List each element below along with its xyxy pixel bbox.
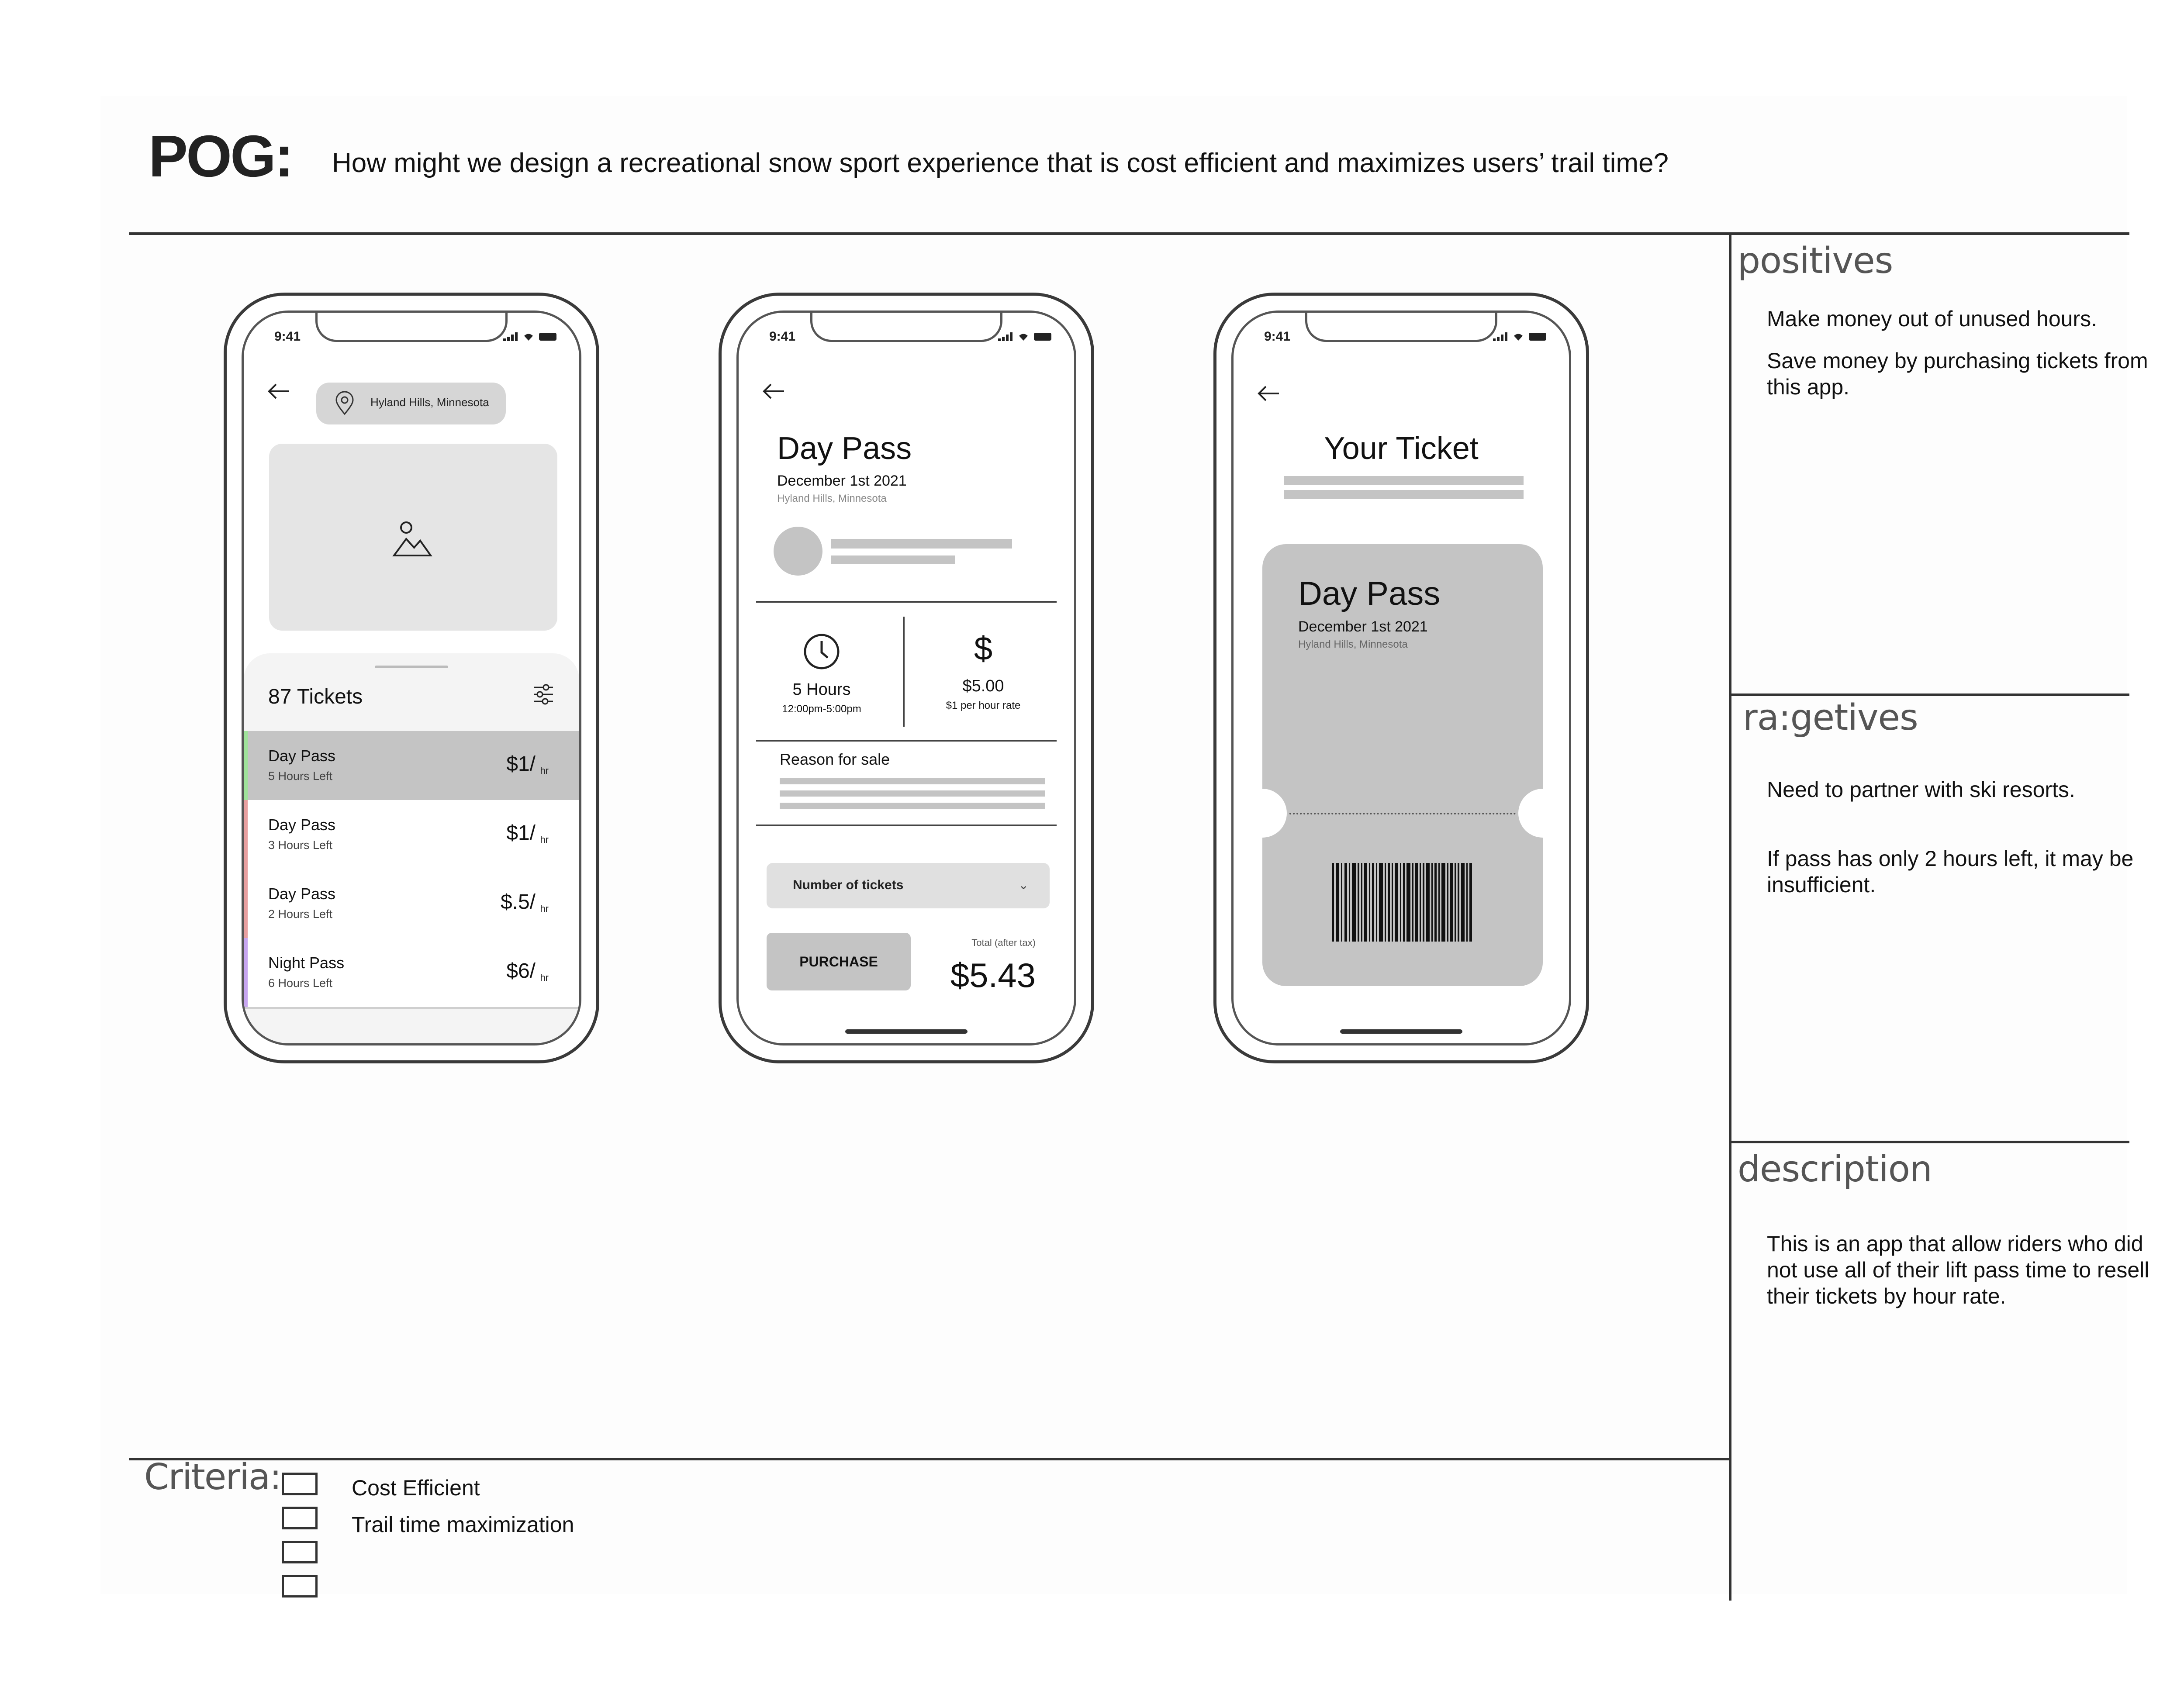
positives-divider: [1729, 694, 2129, 696]
hours-range: 12:00pm-5:00pm: [782, 703, 861, 715]
ticket-date: December 1st 2021: [1298, 618, 1428, 635]
ticket-price: $6/: [506, 959, 536, 983]
ticket-name: Day Pass: [268, 816, 336, 834]
status-icons: [503, 332, 556, 342]
divider: [756, 601, 1057, 603]
chevron-down-icon: ⌄: [1018, 878, 1029, 892]
criteria-checkbox[interactable]: [282, 1473, 318, 1495]
back-arrow-icon[interactable]: [266, 383, 291, 400]
phone-notch: [1305, 311, 1497, 342]
location-pin-icon: [334, 391, 356, 416]
ticket-row[interactable]: [244, 800, 579, 871]
total-value: $5.43: [950, 956, 1036, 994]
number-of-tickets-select[interactable]: [767, 863, 1050, 908]
ticket-price: $.5/: [500, 890, 536, 914]
ticket-price: $1/: [506, 821, 536, 845]
seller-avatar: [774, 527, 822, 576]
ticket-hours-left: 5 Hours Left: [268, 769, 333, 783]
criteria-item: Cost Efficient: [352, 1476, 480, 1500]
positives-item: Save money by purchasing tickets from this app.: [1767, 348, 2148, 399]
hours-label: 5 Hours: [792, 680, 851, 699]
negatives-title: ra:getives: [1743, 697, 1918, 738]
ticket-name: Day Pass: [268, 885, 336, 903]
status-icons: [1493, 332, 1546, 342]
phone-notch: [315, 311, 508, 342]
status-time: 9:41: [1264, 329, 1291, 344]
phone-notch: [810, 311, 1002, 342]
ticket-color-bar: [244, 869, 248, 938]
tickets-count-title: 87 Tickets: [268, 685, 363, 708]
signal-icon: [1493, 332, 1508, 341]
ticket-price-unit: hr: [540, 765, 549, 776]
ticket-color-bar: [244, 731, 248, 800]
location-label: Hyland Hills, Minnesota: [370, 396, 489, 409]
ticket-price-unit: hr: [540, 972, 549, 983]
negatives-item: If pass has only 2 hours left, it may be insufficient.: [1767, 846, 2134, 897]
battery-icon: [1034, 333, 1051, 341]
ticket-price: $1/: [506, 752, 536, 776]
ticket-hours-left: 3 Hours Left: [268, 838, 333, 852]
divider: [903, 617, 905, 727]
phone-mockup-listings: [224, 293, 599, 1063]
ticket-hours-left: 2 Hours Left: [268, 907, 333, 921]
total-label: Total (after tax): [971, 937, 1036, 948]
wifi-icon: [1017, 332, 1030, 342]
phone-mockup-purchase: [719, 293, 1094, 1063]
ticket-price-unit: hr: [540, 903, 549, 914]
status-icons: [998, 332, 1051, 342]
header-divider: [129, 232, 2129, 235]
status-time: 9:41: [274, 329, 301, 344]
seller-info-placeholder: [831, 555, 955, 564]
pass-title: Day Pass: [777, 431, 912, 466]
divider: [756, 825, 1057, 826]
pass-date: December 1st 2021: [777, 473, 907, 489]
purchase-button[interactable]: PURCHASE: [767, 933, 911, 990]
ticket-color-bar: [244, 800, 248, 869]
reason-text-placeholder: [780, 778, 1045, 784]
your-ticket-title: Your Ticket: [1324, 431, 1479, 466]
ticket-row[interactable]: [244, 938, 579, 1009]
positives-title: positives: [1738, 240, 1893, 282]
reason-text-placeholder: [780, 790, 1045, 797]
signal-icon: [998, 332, 1013, 341]
reason-text-placeholder: [780, 803, 1045, 809]
ticket-name: Day Pass: [268, 747, 336, 765]
phone-screen: [1231, 311, 1571, 1045]
pog-label: POG:: [149, 123, 293, 189]
location-chip[interactable]: [316, 383, 506, 424]
home-indicator: [845, 1029, 968, 1034]
pass-location: Hyland Hills, Minnesota: [777, 493, 887, 504]
barcode-icon: [1332, 863, 1472, 942]
ticket-location: Hyland Hills, Minnesota: [1298, 638, 1408, 650]
battery-icon: [1529, 333, 1546, 341]
signal-icon: [503, 332, 518, 341]
status-time: 9:41: [769, 329, 796, 344]
ticket-row[interactable]: [244, 731, 579, 802]
ticket-title: Day Pass: [1298, 575, 1441, 612]
image-icon: [391, 517, 433, 559]
select-label: Number of tickets: [793, 878, 904, 892]
dollar-icon: $: [974, 630, 993, 667]
ticket-hours-left: 6 Hours Left: [268, 976, 333, 990]
problem-question: How might we design a recreational snow sport experience that is cost efficient and maximizes users’ trail time?: [332, 148, 1669, 178]
price-rate: $1 per hour rate: [946, 700, 1021, 711]
image-placeholder: [269, 444, 557, 631]
wifi-icon: [522, 332, 535, 342]
phone-screen: [736, 311, 1076, 1045]
sheet-grabber[interactable]: [375, 666, 448, 668]
tickets-sheet: [244, 653, 579, 1043]
criteria-checkbox[interactable]: [282, 1575, 318, 1597]
ticket-cutout: [1518, 789, 1567, 838]
phone-mockup-ticket: [1213, 293, 1589, 1063]
ticket-info-placeholder: [1284, 476, 1524, 485]
description-title: description: [1738, 1149, 1932, 1190]
battery-icon: [539, 333, 556, 341]
side-panel-divider: [1729, 234, 1731, 1601]
clock-icon: [802, 632, 841, 671]
criteria-label: Criteria:: [144, 1456, 281, 1498]
ticket-info-placeholder: [1284, 490, 1524, 499]
ticket-color-bar: [244, 938, 248, 1007]
price-label: $5.00: [962, 677, 1004, 695]
description-text: This is an app that allow riders who did not use all of their lift pass time to resell their tickets by hour rate.: [1767, 1232, 2149, 1308]
back-arrow-icon[interactable]: [761, 383, 786, 400]
criteria-divider: [129, 1458, 1731, 1460]
ticket-row[interactable]: [244, 869, 579, 940]
criteria-checkbox[interactable]: [282, 1541, 318, 1563]
ticket-perforation: [1289, 813, 1516, 814]
criteria-item: Trail time maximization: [352, 1512, 574, 1537]
seller-name-placeholder: [831, 539, 1012, 549]
positives-item: Make money out of unused hours.: [1767, 307, 2098, 331]
negatives-item: Need to partner with ski resorts.: [1767, 777, 2075, 802]
reason-label: Reason for sale: [780, 750, 890, 768]
ticket-name: Night Pass: [268, 954, 345, 972]
criteria-checkbox[interactable]: [282, 1507, 318, 1529]
phone-screen: [242, 311, 581, 1045]
ticket-card: [1262, 544, 1543, 986]
ticket-cutout: [1238, 789, 1287, 838]
wifi-icon: [1512, 332, 1524, 342]
home-indicator: [1340, 1029, 1462, 1034]
filter-icon[interactable]: [532, 683, 555, 706]
ticket-price-unit: hr: [540, 834, 549, 845]
back-arrow-icon[interactable]: [1256, 385, 1281, 402]
description-divider: [1729, 1141, 2129, 1143]
divider: [756, 740, 1057, 742]
